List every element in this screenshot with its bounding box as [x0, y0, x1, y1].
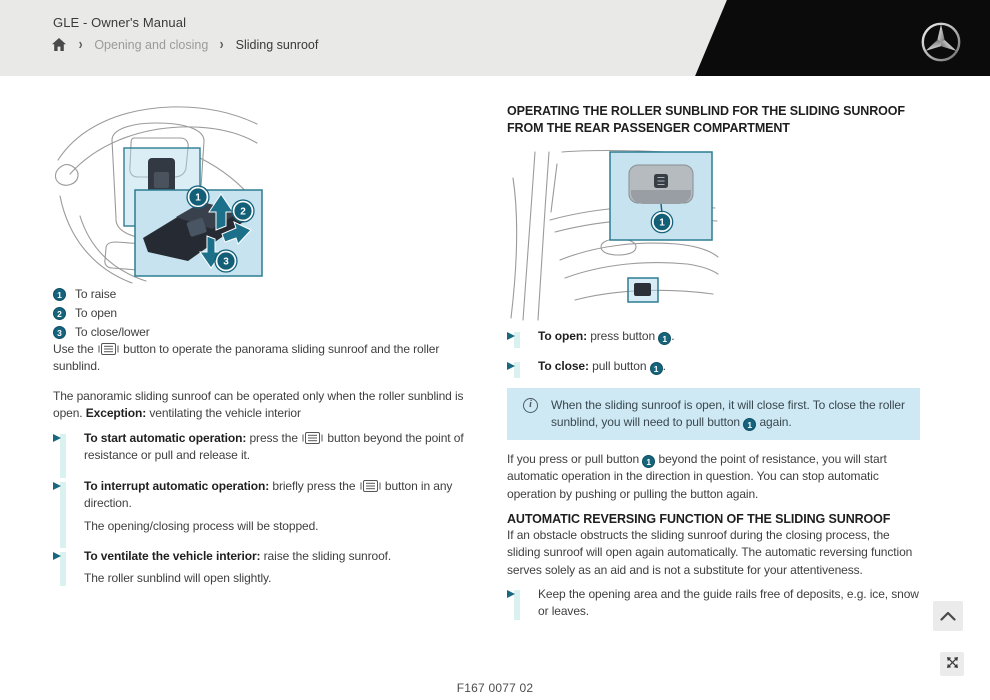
- mercedes-star-icon: [919, 20, 963, 64]
- legend-label: To open: [75, 306, 118, 320]
- callout-number-icon: 2: [53, 307, 66, 320]
- section-heading: OPERATING THE ROLLER SUNBLIND FOR THE SLIDING SUNROOF FROM THE REAR PASSENGER COMPARTMENT: [507, 104, 905, 135]
- bullet-item-open: [507, 328, 922, 345]
- legend-item-open: [53, 306, 150, 320]
- resize-arrows-icon: [946, 656, 959, 672]
- callout-number-icon: 1: [642, 455, 655, 468]
- text-run-bold: To interrupt automatic operation:: [84, 478, 270, 493]
- text-run: beyond the point of resistance, you will start automatic operation in the direction in question. You can stop automatic operation by pushing or pulling the button again.: [507, 452, 887, 501]
- figure-callout-2: 2: [240, 206, 246, 218]
- callout-number-icon: 1: [743, 418, 756, 431]
- text-run: button in any direction.: [84, 478, 453, 511]
- text-run: .: [671, 329, 675, 343]
- text-run: When the sliding sunroof is open, it will close first. To close the roller sunblind, you will need to pull button: [551, 398, 905, 430]
- breadcrumb: [51, 38, 318, 52]
- chevron-up-icon: [940, 609, 956, 624]
- bullet-subtext: The roller sunblind will open slightly.: [84, 571, 272, 586]
- bullet-arrow-icon: [53, 482, 61, 490]
- text-run: pull button: [588, 359, 650, 374]
- breadcrumb-separator-icon: ›: [78, 36, 83, 53]
- callout-number-icon: 1: [650, 362, 663, 375]
- bullet-arrow-icon: [507, 362, 515, 370]
- bullet-item-keep-clear: [507, 586, 925, 621]
- rear-door-figure: [505, 148, 720, 323]
- figure-code: F167 0077 02: [456, 681, 534, 695]
- text-run: button beyond the point of resistance or pull and release it.: [84, 431, 464, 463]
- figure-callout-1: 1: [195, 192, 201, 204]
- text-run-bold: Exception:: [85, 406, 147, 421]
- paragraph-press-pull: [507, 451, 925, 503]
- sunroof-switch-button-icon: [97, 342, 120, 356]
- callout-number-icon: 1: [53, 288, 66, 301]
- legend-label: To close/lower: [75, 325, 150, 339]
- open-close-list: [507, 328, 922, 376]
- info-note-box: [507, 388, 920, 440]
- bullet-arrow-icon: [507, 332, 515, 340]
- text-run-bold: To ventilate the vehicle interior:: [84, 548, 261, 563]
- bullet-item-start-automatic: [53, 430, 483, 465]
- paragraph-panoramic: [53, 388, 481, 423]
- resize-view-button[interactable]: [940, 652, 964, 676]
- instruction-list: [53, 430, 483, 588]
- text-run: Use the: [53, 342, 97, 356]
- text-run: .: [662, 359, 666, 374]
- scroll-to-top-button[interactable]: [933, 601, 963, 631]
- paragraph-obstacle: If an obstacle obstructs the sliding sunroof during the closing process, the sliding sunroof will open again automatically. The automatic reversing function serves solely as an aid and is not a substitute for your attentiveness.: [507, 528, 913, 577]
- text-run: press the: [246, 431, 302, 445]
- callout-number-icon: 1: [658, 332, 671, 345]
- text-run-bold: To close:: [538, 359, 589, 374]
- text-run: press button: [586, 329, 659, 343]
- text-run: If you press or pull button: [507, 452, 643, 466]
- text-run: raise the sliding sunroof.: [260, 548, 392, 563]
- breadcrumb-separator-icon: ›: [219, 36, 224, 53]
- text-run: The panoramic sliding sunroof can be operated only when the roller sunblind is open.: [53, 389, 464, 421]
- text-run-bold: To start automatic operation:: [84, 431, 247, 445]
- bullet-arrow-icon: [53, 434, 61, 442]
- legend-label: To raise: [75, 287, 117, 301]
- info-note-text: [551, 397, 906, 431]
- sunroof-switch-button-icon: [301, 431, 324, 445]
- info-icon: i: [523, 398, 538, 413]
- figure-callout-1: 1: [659, 217, 665, 229]
- page-title: GLE - Owner's Manual: [53, 15, 187, 30]
- home-icon[interactable]: [51, 38, 67, 52]
- bullet-subtext: The opening/closing process will be stopped.: [84, 518, 319, 533]
- sunroof-switch-button-icon: [359, 479, 382, 493]
- text-run: again.: [756, 415, 792, 430]
- figure-legend: [53, 287, 150, 339]
- text-run: briefly press the: [269, 478, 359, 493]
- bullet-accent-bar: [60, 482, 66, 548]
- text-run-bold: To open:: [538, 329, 587, 343]
- header-bar: [0, 0, 990, 76]
- text-run: button to operate the panorama sliding sunroof and the roller sunblind.: [53, 342, 440, 374]
- figure-callout-3: 3: [223, 256, 229, 268]
- breadcrumb-item-sliding-sunroof: Sliding sunroof: [235, 38, 319, 52]
- overhead-console-figure: [50, 98, 265, 288]
- bullet-item-ventilate: [53, 548, 483, 588]
- callout-number-icon: 3: [53, 326, 66, 339]
- breadcrumb-item-opening-and-closing[interactable]: Opening and closing: [94, 38, 209, 52]
- text-run: Keep the opening area and the guide rails free of deposits, e.g. ice, snow or leaves.: [538, 587, 919, 619]
- bullet-item-close: [507, 358, 922, 375]
- legend-item-close-lower: [53, 325, 150, 339]
- bullet-arrow-icon: [507, 590, 515, 598]
- paragraph-use-button: [53, 341, 481, 376]
- text-run: ventilating the vehicle interior: [146, 406, 301, 421]
- bullet-arrow-icon: [53, 552, 61, 560]
- bullet-item-interrupt-automatic: [53, 478, 483, 535]
- legend-item-raise: [53, 287, 150, 301]
- maintenance-list: [507, 586, 925, 621]
- subsection-heading: AUTOMATIC REVERSING FUNCTION OF THE SLIDING SUNROOF: [507, 512, 891, 526]
